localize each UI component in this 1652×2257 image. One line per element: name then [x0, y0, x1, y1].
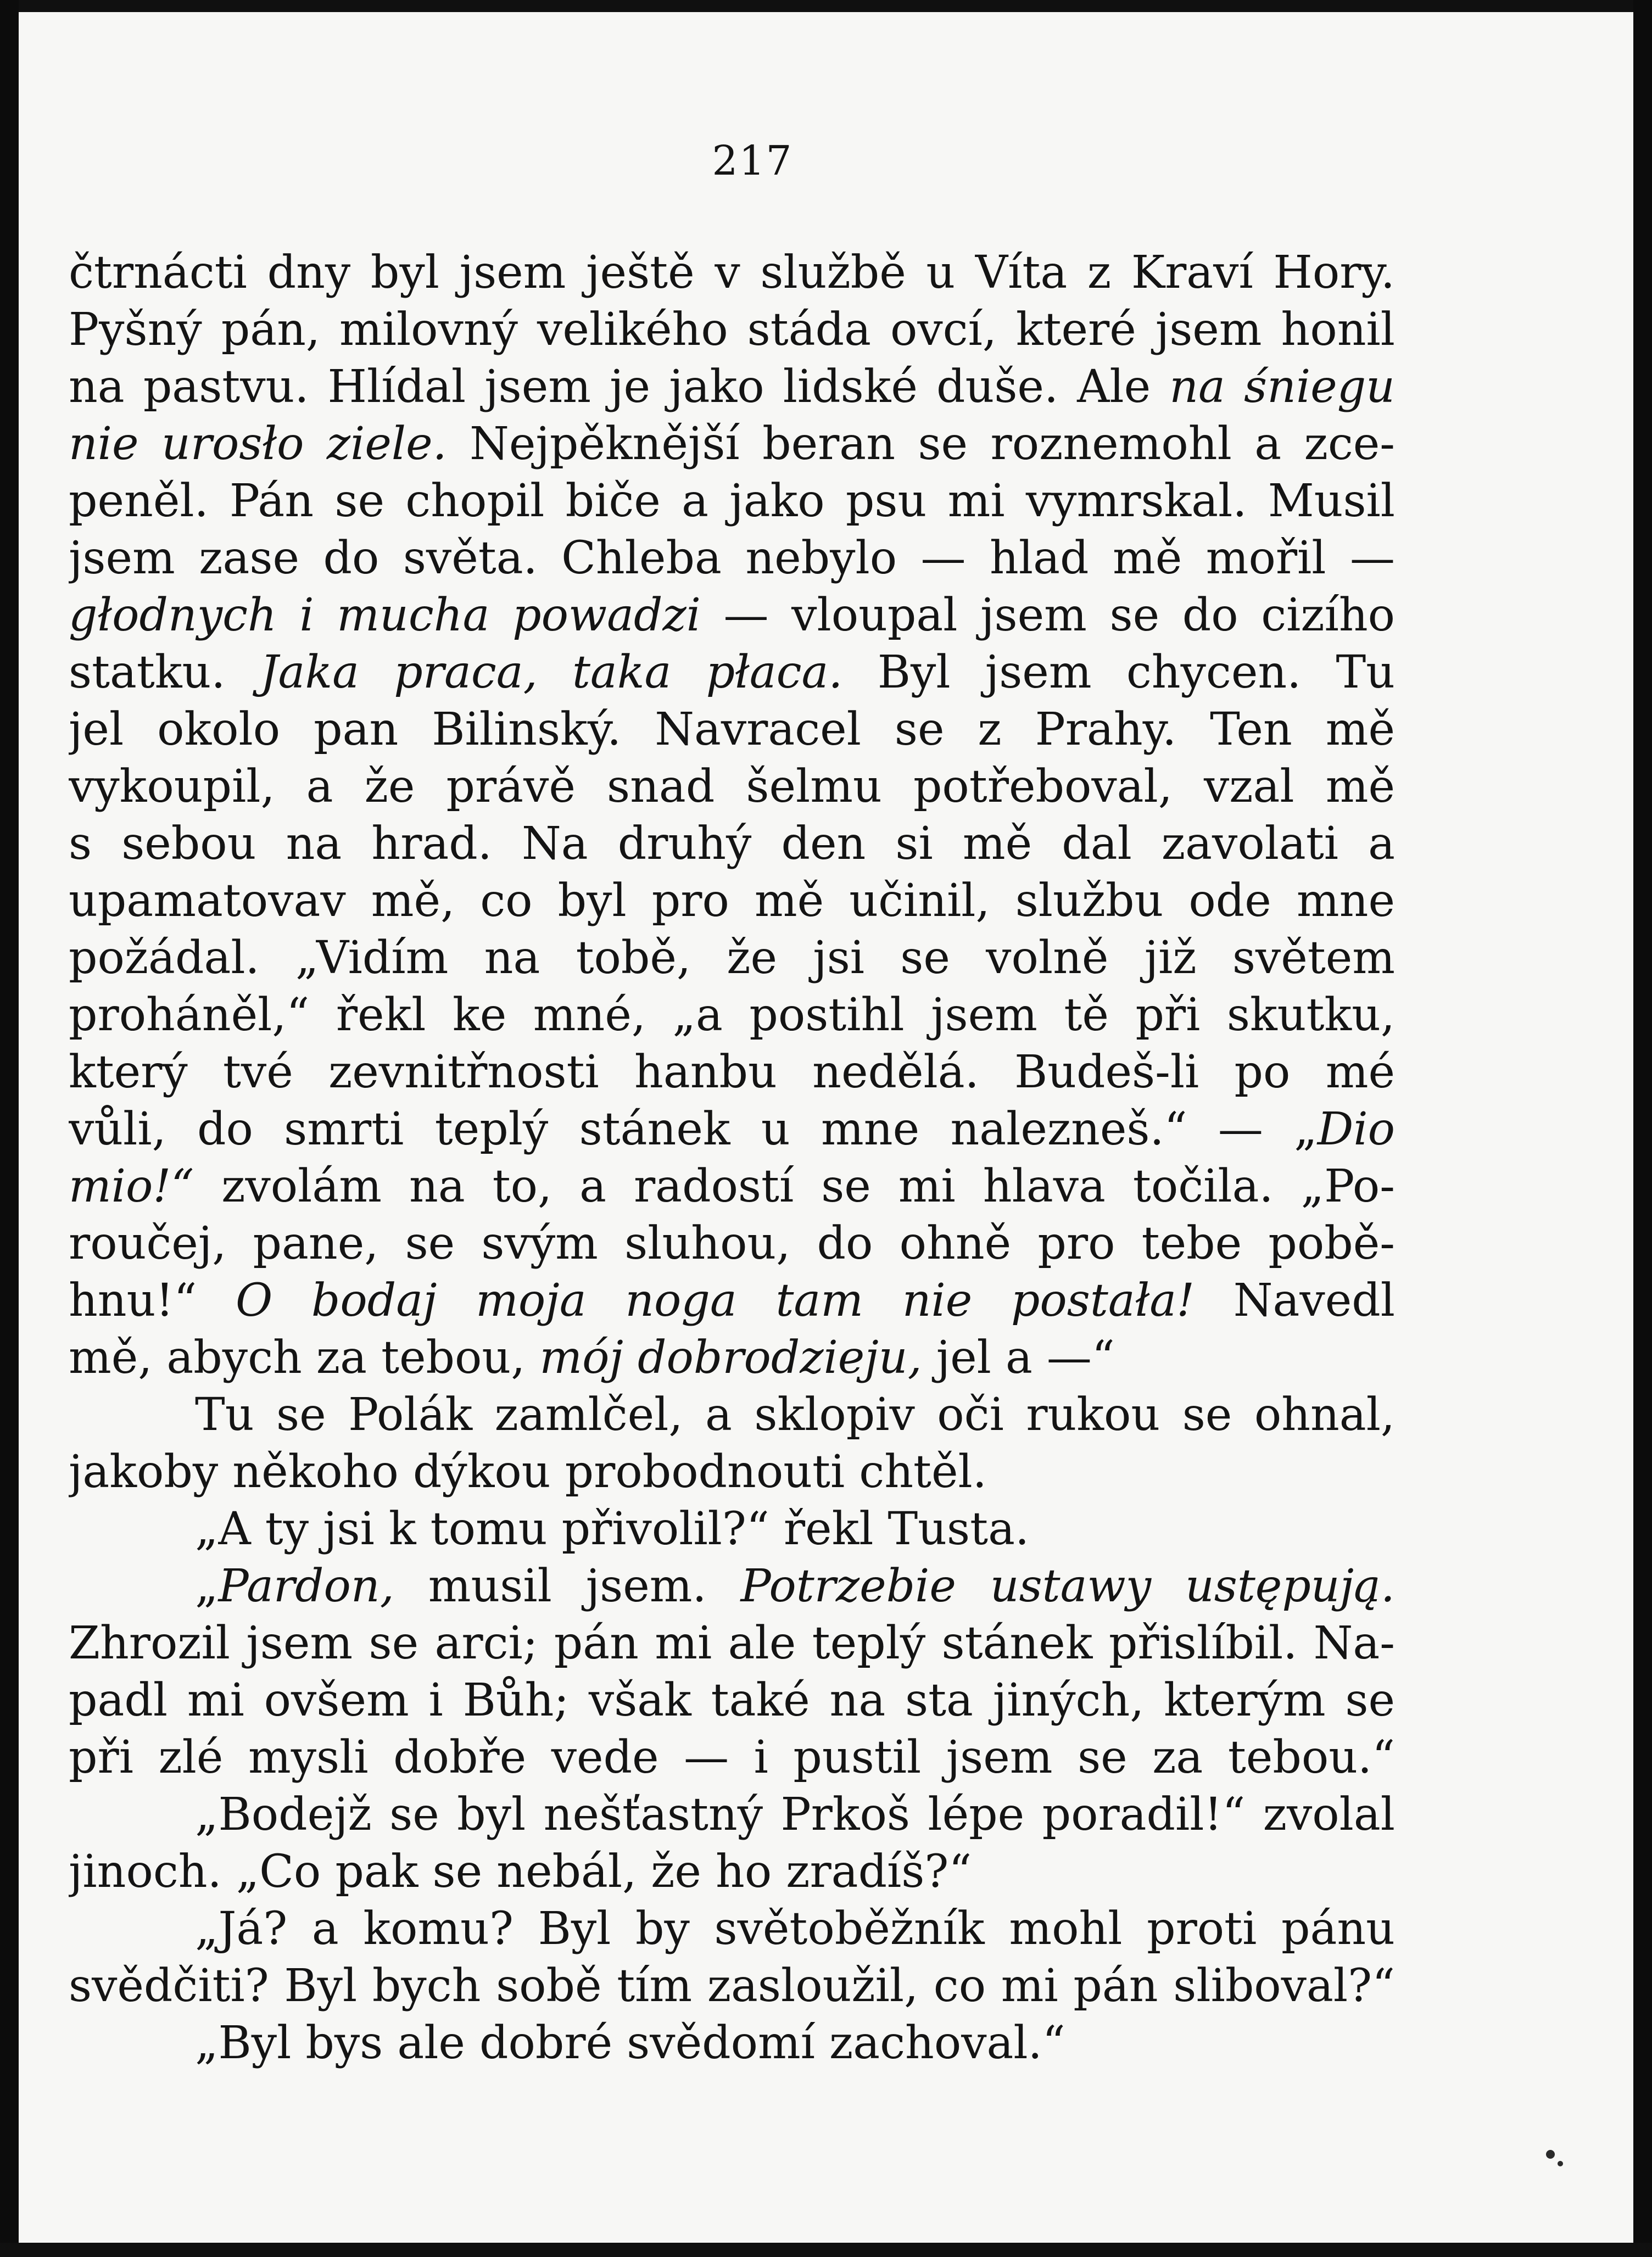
text-line	[69, 530, 1395, 587]
page-number: 217	[712, 137, 793, 185]
text-run: čtrnácti dny byl jsem ještě v službě u Víta z Kraví Hory.	[69, 247, 1395, 299]
text-run: „A ty jsi k tomu přivolil?“ řekl Tusta.	[195, 1503, 1030, 1555]
text-line	[69, 930, 1395, 987]
text-run: Tu se Polák zamlčel, a sklopiv oči rukou se ohnal,	[195, 1389, 1395, 1441]
italic-phrase: nie urosło ziele.	[69, 418, 447, 470]
text-run: jsem zase do světa. Chleba nebylo — hlad mě mořil —	[69, 532, 1395, 584]
text-run: jel a —“	[922, 1332, 1115, 1384]
body-text	[69, 244, 1395, 2072]
text-line	[69, 1329, 1395, 1387]
text-line	[69, 473, 1395, 530]
text-run: Nejpěknější beran se roznemohl a zce-	[447, 418, 1395, 470]
scan-speck	[1558, 2161, 1563, 2166]
text-line	[69, 1501, 1395, 1558]
text-line	[69, 1272, 1395, 1329]
italic-phrase: O bodaj moja noga tam nie postała!	[235, 1275, 1195, 1327]
text-run: Byl jsem chycen. Tu	[842, 646, 1395, 699]
italic-phrase: mio!“	[69, 1160, 194, 1213]
text-line	[69, 1558, 1395, 1615]
text-run: Pyšný pán, milovný velikého stáda ovcí, které jsem honil	[69, 304, 1395, 356]
text-run: na pastvu. Hlídal jsem je jako lidské duše. Ale	[69, 361, 1170, 413]
text-line	[69, 416, 1395, 473]
italic-phrase: Potrzebie ustawy ustępują.	[740, 1560, 1395, 1612]
text-line	[69, 1158, 1395, 1215]
text-run: roučej, pane, se svým sluhou, do ohně pro tebe pobě-	[69, 1217, 1395, 1270]
text-run: vůli, do smrti teplý stánek u mne nalezneš.“ — „	[69, 1103, 1318, 1155]
text-line	[69, 758, 1395, 815]
text-run: musil jsem.	[394, 1560, 741, 1612]
scan-border-top	[0, 0, 1652, 12]
text-run: mě, abych za tebou,	[69, 1332, 540, 1384]
text-line	[69, 1444, 1395, 1501]
text-line	[69, 1044, 1395, 1101]
text-run: statku.	[69, 646, 260, 699]
text-line	[69, 1615, 1395, 1672]
italic-phrase: Jaka praca, taka płaca.	[260, 646, 843, 699]
text-line	[69, 301, 1395, 359]
text-line	[69, 1901, 1395, 1958]
text-line	[69, 1101, 1395, 1158]
text-run: hnu!“	[69, 1275, 236, 1327]
text-line	[69, 1786, 1395, 1843]
text-run: svědčiti? Byl bych sobě tím zasloužil, co mi pán sliboval?“	[69, 1960, 1395, 2012]
text-line	[69, 1958, 1395, 2015]
text-run: „	[195, 1560, 219, 1612]
text-line	[69, 359, 1395, 416]
scan-border-right	[1633, 0, 1652, 2257]
text-line	[69, 587, 1395, 644]
text-run: Zhrozil jsem se arci; pán mi ale teplý stánek přislíbil. Na-	[69, 1617, 1395, 1669]
text-run: peněl. Pán se chopil biče a jako psu mi vymrskal. Musil	[69, 475, 1395, 527]
text-line	[69, 873, 1395, 930]
text-line	[69, 701, 1395, 758]
text-run: jinoch. „Co pak se nebál, že ho zradíš?“	[69, 1846, 972, 1898]
text-line	[69, 1843, 1395, 1901]
text-run: který tvé zevnitřnosti hanbu nedělá. Budeš-li po mé	[69, 1046, 1395, 1098]
scan-border-bottom	[0, 2243, 1652, 2257]
italic-phrase: na śniegu	[1169, 361, 1395, 413]
text-line	[69, 1387, 1395, 1444]
italic-phrase: Dio	[1317, 1103, 1395, 1155]
text-run: zvolám na to, a radostí se mi hlava točila. „Po-	[194, 1160, 1395, 1213]
text-line	[69, 815, 1395, 873]
text-run: s sebou na hrad. Na druhý den si mě dal zavolati a	[69, 818, 1395, 870]
scan-speck	[1546, 2150, 1555, 2159]
text-line	[69, 244, 1395, 301]
text-line	[69, 1215, 1395, 1272]
text-run: padl mi ovšem i Bůh; však také na sta jiných, kterým se	[69, 1674, 1395, 1727]
text-run: „Byl bys ale dobré svědomí zachoval.“	[195, 2017, 1065, 2069]
text-run: proháněl,“ řekl ke mné, „a postihl jsem tě při skutku,	[69, 989, 1395, 1041]
italic-phrase: głodnych i mucha powadzi	[69, 589, 701, 641]
italic-phrase: Pardon,	[218, 1560, 394, 1612]
text-run: jel okolo pan Bilinský. Navracel se z Prahy. Ten mě	[69, 703, 1395, 756]
text-run: při zlé mysli dobře vede — i pustil jsem se za tebou.“	[69, 1731, 1395, 1784]
text-line	[69, 1672, 1395, 1729]
scan-border-left	[0, 0, 19, 2257]
text-run: — vloupal jsem se do cizího	[700, 589, 1395, 641]
text-line	[69, 987, 1395, 1044]
text-run: jakoby někoho dýkou probodnouti chtěl.	[69, 1446, 987, 1498]
text-run: vykoupil, a že právě snad šelmu potřeboval, vzal mě	[69, 761, 1395, 813]
italic-phrase: mój dobrodzieju,	[539, 1332, 922, 1384]
text-run: upamatovav mě, co byl pro mě učinil, službu ode mne	[69, 875, 1395, 927]
text-line	[69, 644, 1395, 701]
text-line	[69, 1729, 1395, 1786]
text-run: Navedl	[1195, 1275, 1395, 1327]
text-line	[69, 2015, 1395, 2072]
text-run: „Já? a komu? Byl by světoběžník mohl proti pánu	[195, 1903, 1395, 1955]
text-run: „Bodejž se byl nešťastný Prkoš lépe poradil!“ zvolal	[195, 1789, 1395, 1841]
text-run: požádal. „Vidím na tobě, že jsi se volně již světem	[69, 932, 1395, 984]
